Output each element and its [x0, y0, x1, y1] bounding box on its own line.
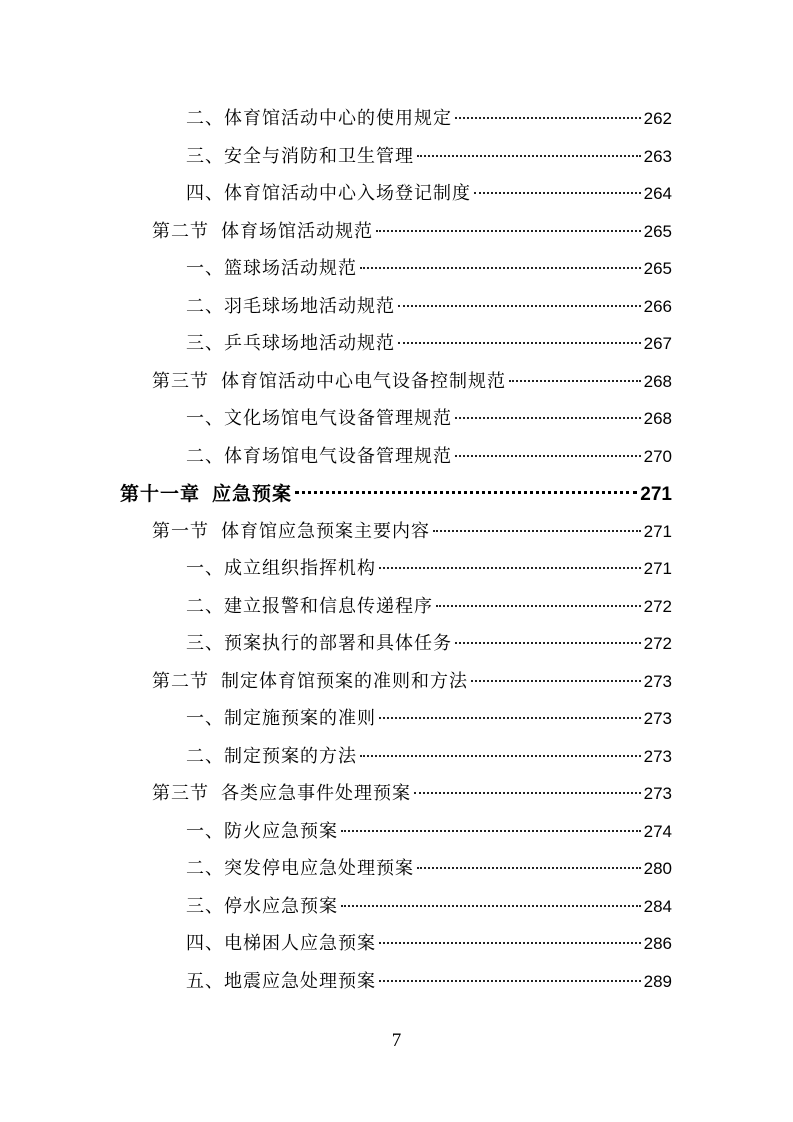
toc-page-number: 284 [643, 896, 672, 916]
toc-entry-label: 成立组织指挥机构 [224, 558, 376, 579]
toc-leader-dots [379, 567, 641, 569]
toc-leader-dots [398, 342, 641, 344]
toc-section-entry[interactable] [152, 517, 672, 547]
toc-leader-dots [455, 117, 641, 119]
toc-entry-prefix: 二、 [186, 445, 224, 467]
toc-page-number: 272 [643, 634, 672, 653]
toc-leader-dots [474, 192, 641, 194]
toc-entry-title [186, 404, 452, 434]
toc-page-number: 273 [643, 671, 672, 691]
toc-entry-label: 篮球场活动规范 [224, 258, 357, 279]
toc-entry-label: 停水应急预案 [224, 895, 338, 917]
toc-leader-dots [455, 455, 641, 457]
toc-entry-label: 建立报警和信息传递程序 [224, 595, 433, 617]
toc-section-entry[interactable] [152, 217, 672, 247]
toc-entry-label: 制定体育馆预案的准则和方法 [221, 670, 468, 692]
toc-entry-prefix: 第二节 [152, 220, 209, 242]
toc-entry-prefix: 第三节 [152, 783, 209, 804]
toc-leader-dots [417, 867, 641, 869]
page-number: 7 [391, 1030, 402, 1051]
toc-entry-label: 体育场馆电气设备管理规范 [224, 445, 452, 467]
toc-subsection-entry[interactable] [186, 292, 672, 322]
toc-entry-prefix: 第十一章 [120, 483, 201, 505]
toc-page-number: 267 [643, 334, 672, 353]
toc-page-number: 264 [643, 184, 672, 203]
toc-section-entry[interactable] [152, 779, 672, 809]
toc-page-number: 270 [643, 446, 672, 466]
toc-entry-label: 安全与消防和卫生管理 [224, 145, 414, 167]
toc-page-number: 266 [643, 296, 672, 316]
toc-page-number: 289 [643, 971, 672, 991]
toc-page-number: 271 [640, 484, 672, 505]
toc-page-number: 265 [643, 259, 672, 278]
toc-leader-dots [379, 717, 641, 719]
toc-entry-label: 应急预案 [212, 483, 293, 505]
toc-leader-dots [398, 305, 641, 307]
toc-leader-dots [295, 491, 637, 494]
toc-page-number: 273 [643, 784, 672, 803]
toc-entry-title [186, 592, 433, 622]
toc-page-number: 271 [643, 559, 672, 578]
toc-leader-dots [379, 980, 641, 982]
toc-subsection-entry[interactable] [186, 929, 672, 959]
toc-entry-label: 乒乓球场地活动规范 [224, 333, 395, 354]
toc-entry-prefix: 二、 [186, 108, 224, 129]
toc-subsection-entry[interactable] [186, 629, 672, 659]
toc-leader-dots [360, 755, 641, 757]
toc-entry-label: 制定预案的方法 [224, 745, 357, 767]
toc-entry-title [186, 742, 357, 772]
toc-leader-dots [376, 230, 641, 232]
toc-leader-dots [455, 417, 641, 419]
toc-leader-dots [509, 380, 641, 382]
toc-entry-title [152, 217, 373, 247]
toc-entry-title [186, 329, 395, 359]
toc-entry-prefix: 二、 [186, 595, 224, 617]
toc-page-number: 273 [643, 709, 672, 728]
toc-leader-dots [417, 155, 641, 157]
toc-entry-prefix: 第一节 [152, 520, 209, 542]
toc-subsection-entry[interactable] [186, 592, 672, 622]
toc-subsection-entry[interactable] [186, 967, 672, 997]
toc-entry-title [186, 892, 338, 922]
toc-entry-prefix: 四、 [186, 183, 224, 204]
toc-page-number: 272 [643, 596, 672, 616]
toc-subsection-entry[interactable] [186, 704, 672, 734]
toc-leader-dots [455, 642, 641, 644]
toc-entry-label: 制定施预案的准则 [224, 708, 376, 729]
toc-entry-title [120, 479, 292, 509]
toc-page-number: 268 [643, 371, 672, 391]
toc-entry-label: 体育馆应急预案主要内容 [221, 520, 430, 542]
toc-subsection-entry[interactable] [186, 329, 672, 359]
toc-page-number: 274 [643, 821, 672, 841]
toc-entry-title [186, 254, 357, 284]
toc-page-number: 265 [643, 221, 672, 241]
toc-entry-prefix: 四、 [186, 933, 224, 954]
toc-subsection-entry[interactable] [186, 442, 672, 472]
toc-entry-title [186, 142, 414, 172]
toc-entry-prefix: 三、 [186, 633, 224, 654]
toc-page-number: 286 [643, 934, 672, 953]
toc-entry-prefix: 一、 [186, 258, 224, 279]
toc-entry-title [186, 442, 452, 472]
toc-page-number: 273 [643, 746, 672, 766]
toc-entry-prefix: 二、 [186, 858, 224, 879]
toc-subsection-entry[interactable] [186, 404, 672, 434]
toc-entry-title [186, 854, 414, 884]
toc-entry-title [152, 517, 430, 547]
toc-entry-prefix: 第二节 [152, 670, 209, 692]
toc-entry-label: 各类应急事件处理预案 [221, 783, 411, 804]
toc-entry-prefix: 二、 [186, 295, 224, 317]
toc-section-entry[interactable] [152, 667, 672, 697]
toc-entry-label: 羽毛球场地活动规范 [224, 295, 395, 317]
toc-leader-dots [471, 680, 641, 682]
toc-entry-label: 体育馆活动中心入场登记制度 [224, 183, 471, 204]
toc-leader-dots [341, 830, 641, 832]
toc-entry-prefix: 五、 [186, 970, 224, 992]
toc-page-number: 263 [643, 146, 672, 166]
toc-entry-label: 突发停电应急处理预案 [224, 858, 414, 879]
toc-entry-prefix: 一、 [186, 820, 224, 842]
toc-entry-prefix: 三、 [186, 145, 224, 167]
toc-entry-title [186, 104, 452, 134]
toc-entry-title [152, 779, 411, 809]
toc-entry-prefix: 三、 [186, 895, 224, 917]
toc-subsection-entry[interactable] [186, 854, 672, 884]
toc-chapter-entry[interactable] [120, 479, 672, 509]
toc-entry-label: 体育场馆活动规范 [221, 220, 373, 242]
toc-entry-prefix: 二、 [186, 745, 224, 767]
toc-entry-title [186, 704, 376, 734]
toc-entry-title [186, 929, 376, 959]
toc-entry-label: 电梯困人应急预案 [224, 933, 376, 954]
toc-leader-dots [379, 942, 641, 944]
toc-entry-title [152, 367, 506, 397]
toc-entry-label: 文化场馆电气设备管理规范 [224, 408, 452, 429]
toc-leader-dots [436, 605, 641, 607]
toc-page-number: 280 [643, 859, 672, 878]
toc-entry-title [186, 817, 338, 847]
toc-leader-dots [414, 792, 641, 794]
toc-entry-prefix: 一、 [186, 558, 224, 579]
toc-entry-prefix: 三、 [186, 333, 224, 354]
toc-entry-prefix: 第三节 [152, 370, 209, 392]
toc-entry-label: 地震应急处理预案 [224, 970, 376, 992]
toc-entry-title [186, 179, 471, 209]
toc-entry-title [152, 667, 468, 697]
toc-entry-label: 防火应急预案 [224, 820, 338, 842]
toc-subsection-entry[interactable] [186, 254, 672, 284]
toc-page-number: 271 [643, 521, 672, 541]
toc-entry-title [186, 967, 376, 997]
toc-entry-prefix: 一、 [186, 708, 224, 729]
toc-entry-title [186, 629, 452, 659]
toc-subsection-entry[interactable] [186, 554, 672, 584]
toc-section-entry[interactable] [152, 367, 672, 397]
toc-entry-label: 体育馆活动中心电气设备控制规范 [221, 370, 506, 392]
toc-subsection-entry[interactable] [186, 179, 672, 209]
toc-subsection-entry[interactable] [186, 817, 672, 847]
toc-subsection-entry[interactable] [186, 104, 672, 134]
toc-entry-label: 预案执行的部署和具体任务 [224, 633, 452, 654]
toc-page-number: 262 [643, 109, 672, 128]
toc-leader-dots [433, 530, 641, 532]
toc-leader-dots [341, 905, 641, 907]
toc-subsection-entry[interactable] [186, 892, 672, 922]
toc-entry-title [186, 292, 395, 322]
toc-entry-label: 体育馆活动中心的使用规定 [224, 108, 452, 129]
toc-subsection-entry[interactable] [186, 142, 672, 172]
toc-entry-prefix: 一、 [186, 408, 224, 429]
toc-subsection-entry[interactable] [186, 742, 672, 772]
toc-leader-dots [360, 267, 641, 269]
toc-page-number: 268 [643, 409, 672, 428]
toc-entry-title [186, 554, 376, 584]
